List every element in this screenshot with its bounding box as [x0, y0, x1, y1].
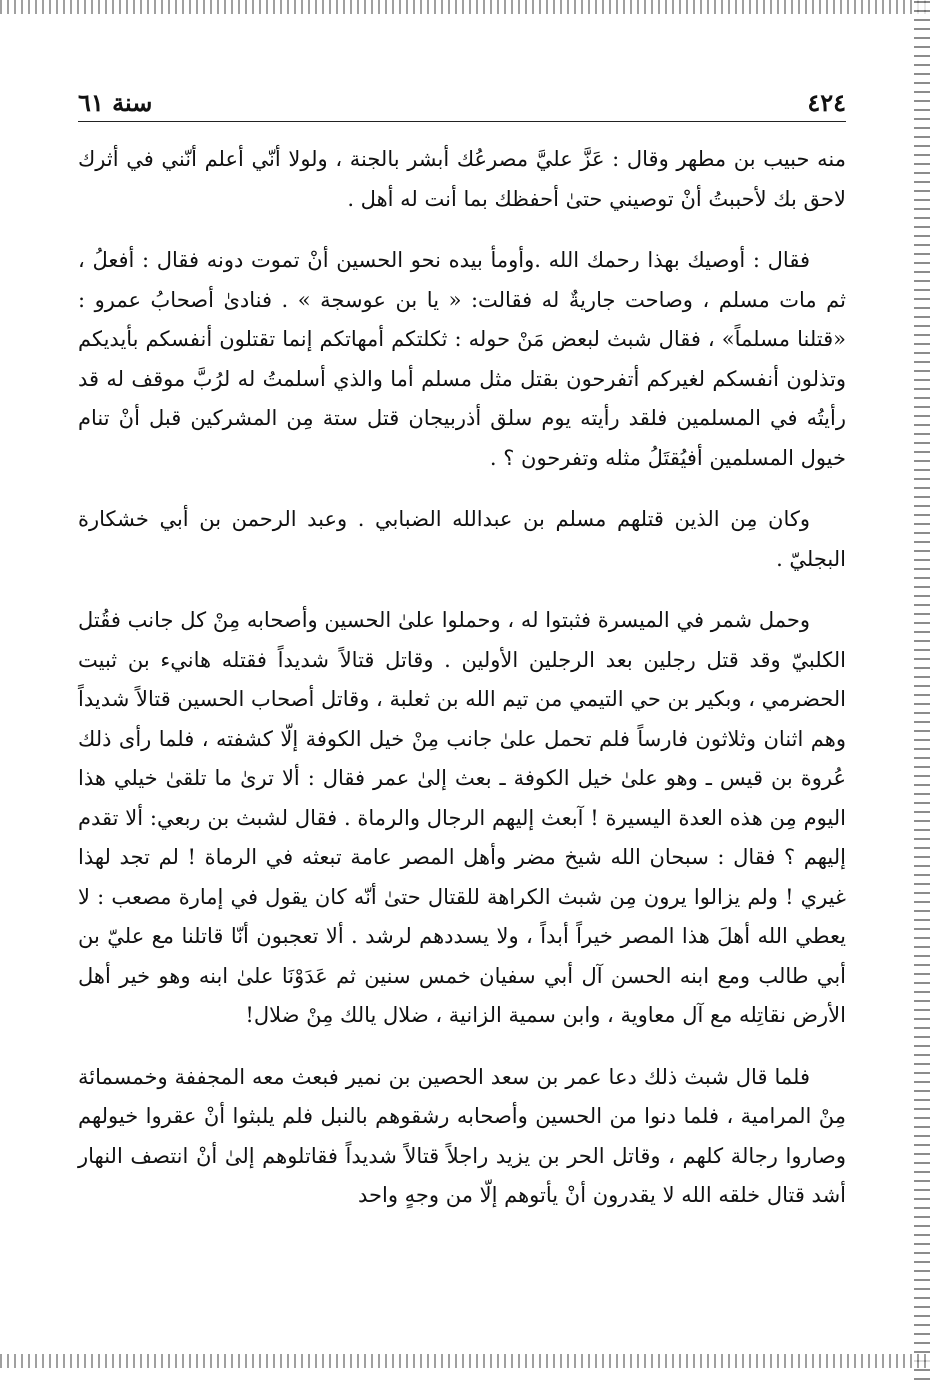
year-label: سنة ٦١	[78, 87, 153, 117]
paragraph-3: وكان مِن الذين قتلهم مسلم بن عبدالله الضبابي . وعبد الرحمن بن أبي خشكارة البجليّ .	[78, 507, 846, 571]
paragraph-4: وحمل شمر في الميسرة فثبتوا له ، وحملوا علىٰ الحسين وأصحابه مِنْ كل جانب فقُتل الكلبيّ وقد قتل رجلين بعد الرجلين الأولين . وقاتل قتالاً شديداً فقتله هانيء بن ثبيت الحضرمي ، وبكير بن حي التيمي من تيم الله بن ثعلبة ، وقاتل أصحاب الحسين قتالاً شديداً وهم اثنان وثلاثون فارساً فلم تحمل علىٰ جانب مِنْ خيل الكوفة إلّا كشفته ، فلما رأى ذلك عُروة بن قيس ـ وهو علىٰ خيل الكوفة ـ بعث إلىٰ عمر فقال : ألا ترىٰ ما تلقىٰ خيلي هذا اليوم مِن هذه العدة اليسيرة ! آبعث إليهم الرجال والرماة . فقال لشبث بن ربعي: ألا تقدم إليهم ؟ فقال : سبحان الله شيخ مضر وأهل المصر عامة تبعثه في الرماة ! لم تجد لهذا غيري ! ولم يزالوا يرون مِن شبث الكراهة للقتال حتىٰ أنّه كان يقول في إمارة مصعب : لا يعطي الله أهلَ هذا المصر خيراً أبداً ، ولا يسددهم لرشد . ألا تعجبون أنّا قاتلنا مع عليّ بن أبي طالب ومع ابنه الحسن آل أبي سفيان خمس سنين ثم عَدَوْنَا علىٰ ابنه وهو خير أهل الأرض نقاتِله مع آل معاوية ، وابن سمية الزانية ، ضلال يالك مِنْ ضلال!	[78, 608, 846, 1027]
decorative-border-right	[914, 0, 930, 1380]
page-body	[78, 140, 846, 1238]
page-header	[78, 82, 846, 122]
decorative-border-bottom	[0, 1354, 930, 1368]
paragraph-1: منه حبيب بن مطهر وقال : عَزَّ عليَّ مصرعُك أبشر بالجنة ، ولولا أنّي أعلم أنّني في أثرك لاحق بك لأحببتُ أنْ توصيني حتىٰ أحفظك بما أنت له أهل .	[78, 147, 846, 211]
paragraph-2: فقال : أوصيك بهذا رحمك الله .وأومأ بيده نحو الحسين أنْ تموت دونه فقال : أفعلُ ، ثم مات مسلم ، وصاحت جاريةٌ له فقالت: « يا بن عوسجة » . فنادىٰ أصحابُ عمرو : «قتلنا مسلماً» ، فقال شبث لبعض مَنْ حوله : ثكلتكم أمهاتكم إنما تقتلون أنفسكم بأيديكم وتذلون أنفسكم لغيركم أتفرحون بقتل مثل مسلم أما والذي أسلمتُ له لرُبَّ موقف له قد رأيتُه في المسلمين فلقد رأيته يوم سلق أذربيجان قتل ستة مِن المشركين قبل أنْ تنام خيول المسلمين أفيُقتَلُ مثله وتفرحون ؟ .	[78, 248, 846, 470]
header-divider	[78, 121, 846, 122]
paragraph-5: فلما قال شبث ذلك دعا عمر بن سعد الحصين بن نمير فبعث معه المجففة وخمسمائة مِنْ المرامية ، فلما دنوا من الحسين وأصحابه رشقوهم بالنبل فلم يلبثوا أنْ عقروا خيولهم وصاروا رجالة كلهم ، وقاتل الحر بن يزيد راجلاً قتالاً شديداً فقاتلوهم إلىٰ أنْ انتصف النهار أشد قتال خلقه الله لا يقدرون أنْ يأتوهم إلّا من وجهٍ واحد	[78, 1064, 846, 1207]
page-number: ٤٢٤	[807, 87, 846, 117]
decorative-border-top	[0, 0, 930, 14]
